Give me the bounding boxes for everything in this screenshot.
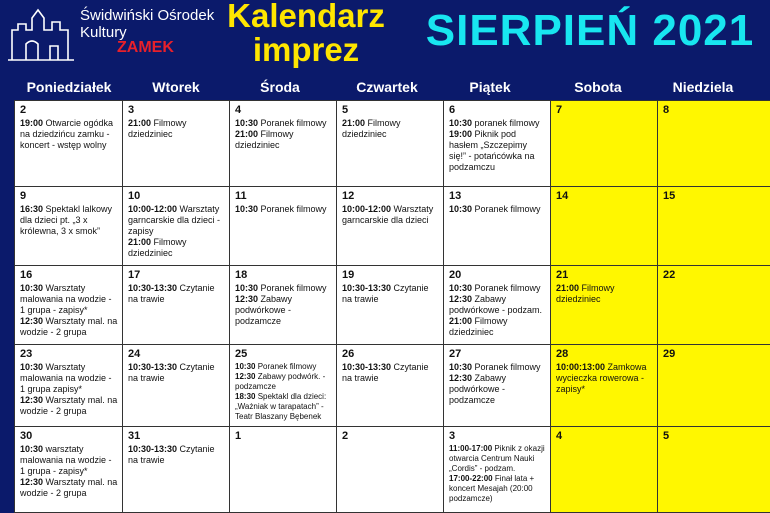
event-time: 19:00 — [20, 118, 44, 128]
day-number: 19 — [342, 269, 355, 281]
event-time: 12:30 — [20, 477, 44, 487]
calendar-day-cell — [337, 427, 444, 513]
event-description: Zamkowa wycieczka rowerowa - zapisy* — [556, 362, 647, 394]
day-number: 23 — [20, 348, 33, 360]
event-description: Poranek filmowy — [472, 362, 541, 372]
event-description: Poranek filmowy — [472, 204, 541, 214]
logo — [6, 4, 215, 64]
day-number: 6 — [449, 104, 456, 116]
calendar-day-cell — [230, 187, 337, 266]
weekday-monday: Poniedziałek — [26, 79, 112, 95]
event-time: 12:30 — [449, 373, 473, 383]
event-time: 16:30 — [20, 204, 44, 214]
calendar-week — [15, 187, 770, 266]
day-number: 2 — [342, 430, 349, 442]
calendar-day-cell — [551, 187, 658, 266]
month-title: SIERPIEŃ 2021 — [425, 6, 755, 55]
event-description: Spektakl dla dzieci: „Ważniak w tarapatach” - Teatr Blaszany Bębenek — [235, 392, 327, 421]
event-entry — [342, 362, 439, 384]
event-description: Filmowy dziedziniec — [449, 316, 508, 337]
event-description: Piknik z okazji otwarcia Centrum Nauki „Cordis” - podzam. — [449, 444, 545, 473]
calendar-day-cell — [658, 187, 770, 266]
event-entry — [235, 294, 332, 327]
calendar-day-cell — [15, 266, 123, 345]
event-description: Otwarcie ogódka na dziedzińcu zamku - koncert - wstęp wolny — [20, 118, 114, 150]
event-time: 21:00 — [128, 237, 152, 247]
event-entry — [20, 316, 118, 338]
logo-line-2: Kultury — [80, 24, 127, 41]
day-number: 20 — [449, 269, 462, 281]
event-time: 12:30 — [235, 294, 259, 304]
day-number: 31 — [128, 430, 141, 442]
event-entry — [128, 362, 225, 384]
event-entry — [235, 372, 332, 392]
event-description: Filmowy dziedziniec — [342, 118, 401, 139]
event-time: 17:00-22:00 — [449, 474, 493, 483]
day-number: 7 — [556, 104, 563, 116]
calendar-day-cell — [230, 101, 337, 187]
calendar-day-cell — [15, 427, 123, 513]
logo-line-1: Świdwiński Ośrodek — [80, 7, 215, 24]
event-entry — [20, 118, 118, 151]
day-number: 30 — [20, 430, 33, 442]
day-number: 2 — [20, 104, 27, 116]
day-number: 11 — [235, 190, 247, 202]
weekday-tuesday: Wtorek — [152, 79, 200, 95]
event-entry — [128, 118, 225, 140]
weekday-saturday: Sobota — [574, 79, 622, 95]
event-description: Czytanie na trawie — [128, 362, 215, 383]
event-description: Czytanie na trawie — [342, 362, 429, 383]
weekday-friday: Piątek — [469, 79, 511, 95]
event-description: Warsztaty garncarskie dla dzieci - zapisy — [128, 204, 221, 236]
calendar-day-cell — [230, 266, 337, 345]
event-description: Poranek filmowy — [258, 283, 327, 293]
event-time: 10:30-13:30 — [342, 362, 392, 372]
weekday-wednesday: Środa — [260, 79, 300, 95]
event-entry — [235, 118, 332, 129]
event-description: Filmowy dziedziniec — [556, 283, 615, 304]
event-entry — [449, 373, 546, 406]
event-entry — [449, 474, 546, 504]
calendar-day-cell — [444, 345, 551, 427]
event-entry — [342, 204, 439, 226]
event-time: 12:30 — [20, 316, 44, 326]
event-entry — [20, 444, 118, 477]
event-time: 11:00-17:00 — [449, 444, 493, 453]
event-description: Filmowy dziedziniec — [128, 237, 187, 258]
calendar-week — [15, 427, 770, 513]
event-entry — [128, 283, 225, 305]
event-description: Warsztaty malowania na wodzie - 1 grupa zapisy* — [20, 362, 112, 394]
event-description: Piknik pod hasłem „Szczepimy się!” - potańcówka na podzamczu — [449, 129, 535, 172]
day-number: 9 — [20, 190, 27, 202]
event-entry — [235, 283, 332, 294]
event-entry — [449, 118, 546, 129]
day-number: 28 — [556, 348, 569, 360]
event-description: Filmowy dziedziniec — [128, 118, 187, 139]
event-time: 21:00 — [235, 129, 259, 139]
event-time: 10:30 — [449, 204, 473, 214]
event-time: 12:30 — [449, 294, 473, 304]
calendar-week — [15, 266, 770, 345]
event-description: Zabawy podwórkowe - podzamcze — [449, 373, 507, 405]
event-description: Poranek filmowy — [472, 283, 541, 293]
event-entry — [342, 118, 439, 140]
event-description: Zabawy podwórkowe - podzamcze — [235, 294, 293, 326]
event-time: 10:30 — [235, 283, 259, 293]
event-time: 18:30 — [235, 392, 256, 401]
event-time: 10:30-13:30 — [342, 283, 392, 293]
calendar-day-cell — [658, 427, 770, 513]
calendar-day-cell — [551, 427, 658, 513]
event-time: 10:30 — [20, 444, 44, 454]
calendar-day-cell — [658, 266, 770, 345]
day-number: 10 — [128, 190, 141, 202]
event-entry — [235, 129, 332, 151]
event-entry — [449, 444, 546, 474]
calendar-day-cell — [444, 101, 551, 187]
calendar-day-cell — [444, 427, 551, 513]
event-entry — [449, 283, 546, 294]
title-line-2: imprez — [252, 31, 360, 68]
event-description: Finał lata + koncert Mesajah (20:00 podzamcze) — [449, 474, 535, 503]
event-entry — [20, 477, 118, 499]
day-number: 3 — [449, 430, 456, 442]
day-number: 26 — [342, 348, 355, 360]
calendar-day-cell — [15, 345, 123, 427]
event-time: 21:00 — [128, 118, 152, 128]
day-number: 1 — [235, 430, 242, 442]
event-entry — [449, 294, 546, 316]
event-entry — [128, 444, 225, 466]
event-description: Filmowy dziedziniec — [235, 129, 294, 150]
day-number: 5 — [663, 430, 670, 442]
event-time: 10:30-13:30 — [128, 362, 178, 372]
event-time: 10:30-13:30 — [128, 283, 178, 293]
day-number: 3 — [128, 104, 135, 116]
day-number: 27 — [449, 348, 462, 360]
event-time: 10:30 — [449, 118, 473, 128]
calendar-day-cell — [123, 266, 230, 345]
calendar-day-cell — [123, 187, 230, 266]
event-description: Poranek filmowy — [258, 204, 327, 214]
day-number: 18 — [235, 269, 248, 281]
day-number: 25 — [235, 348, 248, 360]
day-number: 17 — [128, 269, 141, 281]
calendar-day-cell — [337, 266, 444, 345]
day-number: 21 — [556, 269, 569, 281]
event-entry — [20, 283, 118, 316]
event-description: Poranek filmowy — [258, 118, 327, 128]
day-number: 16 — [20, 269, 33, 281]
calendar-day-cell — [658, 345, 770, 427]
event-entry — [20, 204, 118, 237]
calendar-week — [15, 101, 770, 187]
day-number: 5 — [342, 104, 349, 116]
event-time: 10:00:13:00 — [556, 362, 606, 372]
event-time: 10:30 — [235, 204, 259, 214]
event-entry — [449, 129, 546, 173]
event-time: 10:30-13:30 — [128, 444, 178, 454]
day-number: 22 — [663, 269, 676, 281]
event-time: 10:30 — [20, 362, 44, 372]
event-time: 10:00-12:00 — [128, 204, 178, 214]
event-description: Warsztaty mal. na wodzie - 2 grupa — [20, 395, 118, 416]
event-description: Zabawy podwórk. - podzamcze — [235, 372, 326, 391]
calendar-day-cell — [123, 345, 230, 427]
day-number: 15 — [663, 190, 676, 202]
event-entry — [556, 283, 653, 305]
day-number: 24 — [128, 348, 141, 360]
event-entry — [235, 392, 332, 422]
day-number: 4 — [235, 104, 242, 116]
calendar-day-cell — [123, 101, 230, 187]
day-number: 13 — [449, 190, 462, 202]
event-description: Poranek filmowy — [255, 362, 317, 371]
event-entry — [449, 204, 546, 215]
event-entry — [449, 362, 546, 373]
calendar-day-cell — [337, 187, 444, 266]
calendar-day-cell — [551, 345, 658, 427]
event-description: Warsztaty malowania na wodzie - 1 grupa - zapisy* — [20, 283, 112, 315]
calendar-day-cell — [551, 266, 658, 345]
event-entry — [20, 362, 118, 395]
event-entry — [342, 283, 439, 305]
event-entry — [235, 204, 332, 215]
event-description: Zabawy podwórkowe - podzam. — [449, 294, 543, 315]
calendar-day-cell — [551, 101, 658, 187]
event-description: Spektakl lalkowy dla dzieci pt. „3 x królewna, 3 x smok” — [20, 204, 113, 236]
event-description: Czytanie na trawie — [128, 444, 215, 465]
calendar-day-cell — [230, 427, 337, 513]
event-time: 21:00 — [556, 283, 580, 293]
event-description: Czytanie na trawie — [342, 283, 429, 304]
castle-logo-icon — [6, 4, 76, 62]
calendar-grid — [14, 100, 770, 513]
logo-brand: ZAMEK — [117, 39, 174, 56]
weekday-sunday: Niedziela — [672, 79, 734, 95]
calendar-day-cell — [337, 345, 444, 427]
title-line-1: Kalendarz — [227, 0, 385, 34]
day-number: 29 — [663, 348, 676, 360]
day-number: 4 — [556, 430, 563, 442]
event-time: 10:30 — [20, 283, 44, 293]
calendar-day-cell — [15, 187, 123, 266]
event-description: warsztaty malowania na wodzie - 1 grupa - zapisy* — [20, 444, 112, 476]
event-time: 19:00 — [449, 129, 473, 139]
event-time: 10:30 — [235, 118, 259, 128]
day-number: 8 — [663, 104, 670, 116]
event-time: 10:00-12:00 — [342, 204, 392, 214]
weekday-thursday: Czwartek — [356, 79, 418, 95]
calendar-day-cell — [123, 427, 230, 513]
calendar-week — [15, 345, 770, 427]
calendar-day-cell — [658, 101, 770, 187]
event-entry — [556, 362, 653, 395]
weekday-header — [6, 76, 770, 98]
event-description: Warsztaty mal. na wodzie - 2 grupa — [20, 477, 118, 498]
calendar-day-cell — [444, 187, 551, 266]
event-entry — [20, 395, 118, 417]
calendar-day-cell — [230, 345, 337, 427]
event-description: Warsztaty garncarskie dla dzieci — [342, 204, 434, 225]
event-time: 12:30 — [20, 395, 44, 405]
day-number: 14 — [556, 190, 569, 202]
event-entry — [449, 316, 546, 338]
calendar-day-cell — [15, 101, 123, 187]
event-entry — [128, 204, 225, 237]
event-time: 10:30 — [235, 362, 256, 371]
calendar-day-cell — [337, 101, 444, 187]
event-entry — [128, 237, 225, 259]
event-description: poranek filmowy — [472, 118, 540, 128]
calendar-day-cell — [444, 266, 551, 345]
event-entry — [235, 362, 332, 372]
event-description: Warsztaty mal. na wodzie - 2 grupa — [20, 316, 118, 337]
day-number: 12 — [342, 190, 355, 202]
event-time: 12:30 — [235, 372, 256, 381]
event-description: Czytanie na trawie — [128, 283, 215, 304]
event-time: 21:00 — [449, 316, 473, 326]
event-time: 21:00 — [342, 118, 366, 128]
event-time: 10:30 — [449, 362, 473, 372]
event-time: 10:30 — [449, 283, 473, 293]
